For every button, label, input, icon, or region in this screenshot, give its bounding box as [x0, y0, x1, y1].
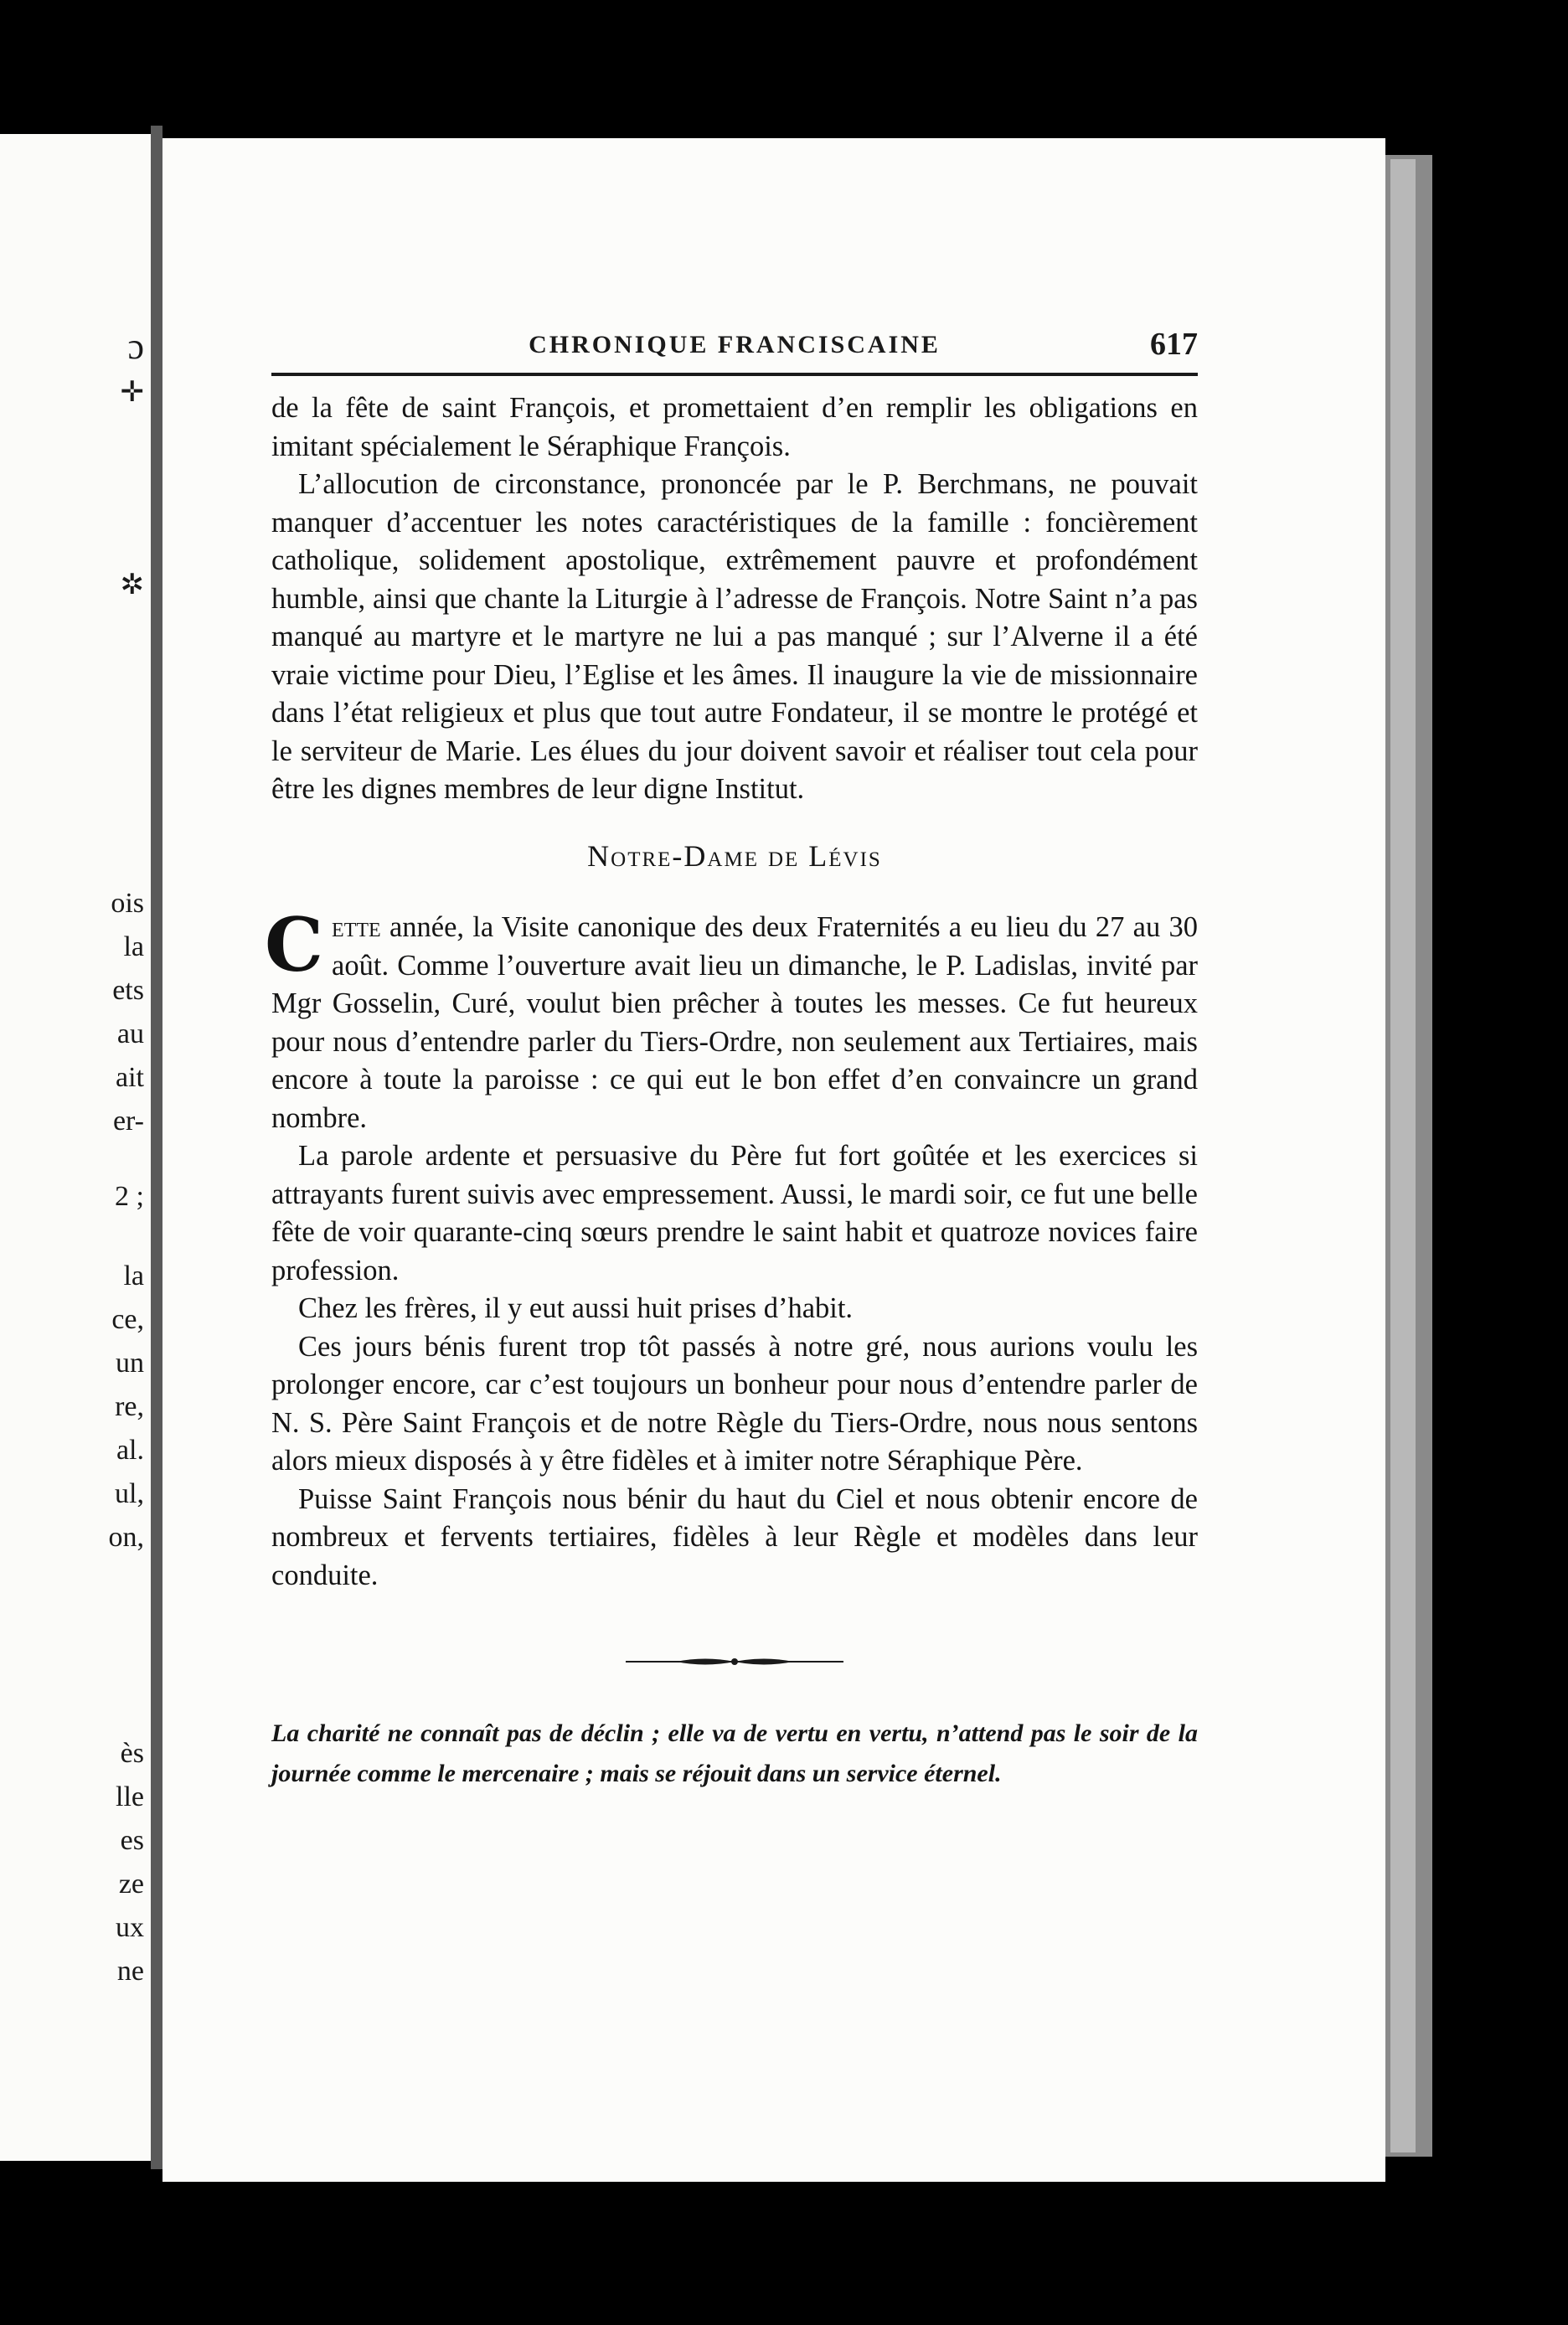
section-title: Notre-Dame de Lévis	[587, 838, 882, 873]
paragraph: Puisse Saint François nous bénir du haut du Ciel et nous obtenir encore de nombreux et fervents tertiaires, fidèles à leur Règle et modèles dans leur conduite.	[271, 1482, 1198, 1591]
paragraph-text: année, la Visite canonique des deux Fraternités a eu lieu du 27 au 30 août. Comme l’ouverture avait lieu un dimanche, le P. Ladislas, invité par Mgr Gosselin, Curé, voulut bien prêcher à toutes les messes. Ce fut heureux pour nous d’entendre parler du Tiers-Ordre, non seulement aux Tertiaires, mais encore à toute la paroisse : ce qui eut le bon effet d’en convaincre un grand nombre.	[271, 911, 1198, 1134]
left-text-fragment: ois	[111, 888, 144, 919]
left-ornament-mark: ɔ	[127, 326, 144, 367]
page-body	[265, 389, 1198, 1794]
left-ornament-mark: ✛	[120, 377, 144, 408]
left-text-fragment: au	[116, 1018, 144, 1049]
paragraph-with-dropcap	[265, 901, 1198, 1137]
paragraph: Chez les frères, il y eut aussi huit prises d’habit.	[298, 1292, 854, 1324]
left-text-fragment: un	[116, 1348, 144, 1379]
running-head: CHRONIQUE FRANCISCAINE	[529, 331, 941, 358]
left-text-fragment: es	[120, 1825, 144, 1856]
left-text-fragment: ce,	[111, 1304, 144, 1335]
left-text-fragment: lle	[116, 1781, 144, 1812]
left-text-fragment: ait	[116, 1062, 144, 1093]
header-rule	[271, 373, 1198, 376]
left-text-fragment: er-	[112, 1106, 144, 1137]
paragraph: La parole ardente et persuasive du Père fut fort goûtée et les exercices si attrayants furent suivis avec empressement. Aussi, le mardi soir, ce fut une belle fête de voir quarante-cinq sœurs prendre le saint habit et quatroze novices faire profession.	[271, 1140, 1198, 1286]
book-gutter	[151, 126, 162, 2169]
left-text-fragment: ne	[116, 1956, 144, 1987]
left-text-fragment: la	[123, 931, 144, 962]
paragraph: de la fête de saint François, et promettaient d’en remplir les obligations en imitant spécialement le Séraphique François.	[271, 392, 1198, 462]
paragraph: L’allocution de circonstance, prononcée par le P. Berchmans, ne pouvait manquer d’accentuer les notes caractéristiques de la famille : foncièrement catholique, solidement apostolique, extrêmement pauvre et profondément humble, ainsi que chante la Liturgie à l’adresse de François. Notre Saint n’a pas manqué au martyre et le martyre ne lui a pas manqué ; sur l’Alverne il a été vraie victime pour Dieu, l’Eglise et les âmes. Il inaugure la vie de missionnaire dans l’état religieux et plus que tout autre Fondateur, il se montre le protégé et le serviteur de Marie. Les élues du jour doivent savoir et réaliser tout cela pour être les dignes membres de leur digne Institut.	[271, 468, 1198, 805]
left-facing-page	[0, 134, 151, 2161]
left-text-fragment: 2 ;	[115, 1181, 144, 1212]
left-text-fragment: ux	[116, 1912, 144, 1943]
page-header	[271, 326, 1198, 369]
left-text-fragment: al.	[116, 1435, 144, 1466]
left-text-fragment: on,	[108, 1522, 144, 1553]
left-text-fragment: ze	[118, 1869, 144, 1900]
page-stack-edge	[1390, 159, 1416, 2152]
book-page	[162, 138, 1385, 2182]
left-text-fragment: ès	[120, 1738, 144, 1769]
lead-in-small-caps: ette	[332, 911, 381, 943]
left-ornament-mark: ✲	[120, 570, 144, 601]
dropcap: C	[265, 901, 324, 988]
divider-ornament-icon	[626, 1653, 843, 1670]
closing-quote: La charité ne connaît pas de déclin ; elle va de vertu en vertu, n’attend pas le soir de la journée comme le mercenaire ; mais se réjouit dans un service éternel.	[271, 1719, 1198, 1787]
left-text-fragment: la	[123, 1260, 144, 1291]
page-number: 617	[1150, 327, 1198, 362]
paragraph: Ces jours bénis furent trop tôt passés à notre gré, nous aurions voulu les prolonger encore, car c’est toujours un bonheur pour nous d’entendre parler de N. S. Père Saint François et de notre Règle du Tiers-Ordre, nous nous sentons alors mieux disposés à y être fidèles et à imiter notre Séraphique Père.	[271, 1330, 1198, 1477]
left-text-fragment: ul,	[115, 1478, 144, 1509]
left-text-fragment: ets	[112, 975, 144, 1006]
left-text-fragment: re,	[115, 1391, 144, 1422]
